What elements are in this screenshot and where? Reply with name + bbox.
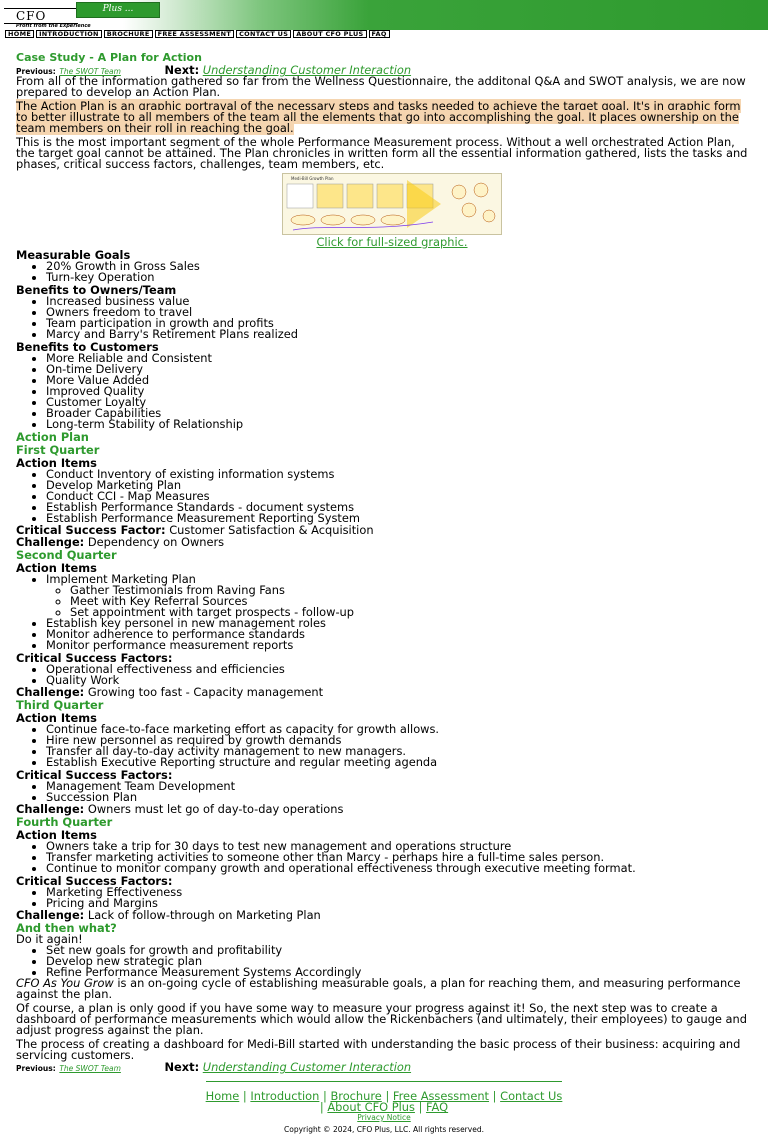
prev-link-bottom[interactable]: The SWOT Team: [59, 1064, 121, 1073]
then-what-intro: Do it again!: [16, 932, 83, 946]
q3-action-items-heading: Action Items: [16, 711, 97, 725]
cfo-grow-term: CFO As You Grow: [16, 976, 114, 990]
footer-link-home[interactable]: Home: [205, 1089, 240, 1103]
list-item: • Succession Plan: [46, 792, 752, 803]
measurable-goals-list: [16, 261, 752, 283]
logo-plus-text: Plus ...: [76, 2, 160, 18]
q2-action-items-heading: Action Items: [16, 561, 97, 575]
list-item: [46, 574, 752, 618]
q2-heading: Second Quarter: [16, 548, 117, 562]
next-link[interactable]: Understanding Customer Interaction: [202, 63, 412, 77]
q3-challenge-label: Challenge:: [16, 802, 85, 816]
q1-csf-value: Customer Satisfaction & Acquisition: [165, 523, 374, 537]
list-item: • Monitor performance measurement reports: [46, 640, 752, 651]
action-plan-heading: Action Plan: [16, 430, 89, 444]
growth-plan-thumbnail[interactable]: [282, 173, 502, 235]
list-item: • Owners freedom to travel: [46, 307, 752, 318]
list-item: • Monitor adherence to performance standards: [46, 629, 752, 640]
q3-challenge-value: Owners must let go of day-to-day operations: [84, 802, 344, 816]
q3-heading: Third Quarter: [16, 698, 104, 712]
q2-action-items-list: [16, 574, 752, 651]
next-label-bottom: Next:: [164, 1060, 200, 1074]
list-item: • Transfer marketing activities to someone other than Marcy - perhaps hire a full-time sales person.: [46, 852, 752, 863]
list-item: • Transfer all day-to-day activity management to new managers.: [46, 746, 752, 757]
segment-paragraph: This is the most important segment of the whole Performance Measurement process. Without a well orchestrated Action Plan, the target goal cannot be attained. The Plan chronicles in written form all the essential information gathered, lists the tasks and phases, critical success factors, challenges, team members, etc.: [16, 135, 748, 171]
list-item: • Establish key personel in new management roles: [46, 618, 752, 629]
list-item: • Marketing Effectiveness: [46, 887, 752, 898]
footer-link-brochure[interactable]: Brochure: [330, 1089, 382, 1103]
list-item: • Establish Performance Standards - document systems: [46, 502, 752, 513]
q2-item-first: Implement Marketing Plan: [46, 572, 196, 586]
list-item: • Turn-key Operation: [46, 272, 752, 283]
footer-link-faq[interactable]: FAQ: [426, 1100, 449, 1114]
benefits-customers-heading: Benefits to Customers: [16, 340, 159, 354]
site-header: [0, 0, 768, 30]
q4-action-items-list: [16, 841, 752, 874]
q3-challenge: [16, 804, 752, 815]
figure-title: Medi-Bill Growth Plan: [291, 176, 334, 181]
q4-challenge-label: Challenge:: [16, 908, 85, 922]
prev-link[interactable]: The SWOT Team: [59, 67, 121, 76]
list-item: • Continue face-to-face marketing effort as capacity for growth allows.: [46, 724, 752, 735]
cfo-grow-paragraph: [16, 978, 752, 1000]
action-plan-definition: is an graphic portrayal of the necessary steps and tasks needed to achieve the target goal. It's in graphic form to better illustrate to all members of the team all the elements that go into accomplishing the goal. It places ownership on the team members on their roll in reaching the goal.: [16, 99, 741, 135]
topnav-faq[interactable]: FAQ: [369, 30, 390, 38]
growth-plan-figure: [16, 173, 752, 248]
page-nav-bottom: [16, 1061, 752, 1073]
q1-csf-label: Critical Success Factor:: [16, 523, 166, 537]
list-item: • On-time Delivery: [46, 364, 752, 375]
list-item: • Improved Quality: [46, 386, 752, 397]
list-item: • Management Team Development: [46, 781, 752, 792]
q4-challenge: [16, 910, 752, 921]
topnav-introduction[interactable]: INTRODUCTION: [36, 30, 102, 38]
q4-heading: Fourth Quarter: [16, 815, 113, 829]
topnav-brochure[interactable]: BROCHURE: [104, 30, 153, 38]
site-logo[interactable]: [4, 2, 154, 24]
q1-heading: First Quarter: [16, 443, 100, 457]
q1-challenge: [16, 537, 752, 548]
footer-separator: |: [492, 1089, 497, 1103]
next-link-bottom[interactable]: Understanding Customer Interaction: [202, 1060, 412, 1074]
q2-challenge: [16, 687, 752, 698]
action-plan-term: The Action Plan: [16, 99, 105, 113]
list-item: • Long-term Stability of Relationship: [46, 419, 752, 430]
topnav-home[interactable]: HOME: [5, 30, 34, 38]
q3-csf-list: [16, 781, 752, 803]
list-item: • Refine Performance Measurement Systems Accordingly: [46, 967, 752, 978]
footer-separator: |: [385, 1089, 390, 1103]
list-item: • Establish Executive Reporting structure and regular meeting agenda: [46, 757, 752, 768]
list-item: • Develop new strategic plan: [46, 956, 752, 967]
cfo-grow-text: is an on-going cycle of establishing measurable goals, a plan for reaching them, and measuring performance against the plan.: [16, 976, 741, 1001]
prev-label-bottom: Previous:: [16, 1064, 56, 1073]
q2-challenge-value: Growing too fast - Capacity management: [84, 685, 324, 699]
footer-separator: |: [242, 1089, 247, 1103]
figure-caption-link[interactable]: Click for full-sized graphic.: [316, 235, 468, 249]
list-item: • Marcy and Barry's Retirement Plans realized: [46, 329, 752, 340]
q1-action-items-heading: Action Items: [16, 456, 97, 470]
footer-link-contact-us[interactable]: Contact Us: [500, 1089, 563, 1103]
privacy-link[interactable]: Privacy Notice: [357, 1113, 411, 1122]
list-item: • Conduct CCI - Map Measures: [46, 491, 752, 502]
tagline: Profit from the Experience: [16, 23, 91, 29]
footer-link-free-assessment[interactable]: Free Assessment: [392, 1089, 490, 1103]
prev-label: Previous:: [16, 67, 56, 76]
list-item: • Quality Work: [46, 675, 752, 686]
process-paragraph: The process of creating a dashboard for Medi-Bill started with understanding the basic process of their business: acquiring and servicing customers.: [16, 1037, 741, 1062]
footer-separator: |: [418, 1100, 423, 1114]
list-item: • Customer Loyalty: [46, 397, 752, 408]
then-what-list: [16, 945, 752, 978]
topnav-about[interactable]: ABOUT CFO PLUS: [293, 30, 366, 38]
intro-paragraph: From all of the information gathered so far from the Wellness Questionnaire, the additonal Q&A and SWOT analysis, we are now prepared to develop an Action Plan.: [16, 74, 746, 99]
then-what-heading: And then what?: [16, 921, 117, 935]
measurable-goals-heading: Measurable Goals: [16, 248, 131, 262]
q3-csf-heading: Critical Success Factors:: [16, 768, 173, 782]
list-item: • Team participation in growth and profits: [46, 318, 752, 329]
list-item: • Continue to monitor company growth and operational effectiveness through executive meeting format.: [46, 863, 752, 874]
list-item: • Operational effectiveness and efficiencies: [46, 664, 752, 675]
top-nav: [0, 30, 768, 38]
dashboard-paragraph: Of course, a plan is only good if you have some way to measure your progress against it! So, the next step was to create a dashboard of performance measurements which would allow the Rickenbachers (and ultimately, their employees) to gauge and adjust progress against the plan.: [16, 1001, 747, 1037]
q1-challenge-value: Dependency on Owners: [84, 535, 225, 549]
q4-action-items-heading: Action Items: [16, 828, 97, 842]
footer-nav: [16, 1091, 752, 1113]
list-item: • Conduct Inventory of existing information systems: [46, 469, 752, 480]
next-label: Next:: [164, 63, 200, 77]
topnav-free-assessment[interactable]: FREE ASSESSMENT: [155, 30, 234, 38]
q3-action-items-list: [16, 724, 752, 768]
q1-action-items-list: [16, 469, 752, 524]
q1-challenge-label: Challenge:: [16, 535, 85, 549]
q2-challenge-label: Challenge:: [16, 685, 85, 699]
topnav-contact-us[interactable]: CONTACT US: [236, 30, 291, 38]
footer-divider: [206, 1081, 562, 1082]
copyright: Copyright © 2024, CFO Plus, LLC. All rights reserved.: [284, 1125, 484, 1134]
page-title: Case Study - A Plan for Action: [16, 51, 202, 64]
main-content: [0, 38, 768, 1135]
q2-csf-list: [16, 664, 752, 686]
list-item: • Increased business value: [46, 296, 752, 307]
list-item: ◦ Meet with Key Referral Sources: [70, 596, 752, 607]
footer-link-introduction[interactable]: Introduction: [250, 1089, 320, 1103]
action-plan-paragraph: [16, 101, 752, 134]
footer-separator: |: [322, 1089, 327, 1103]
list-item: • More Reliable and Consistent: [46, 353, 752, 364]
list-item: • Hire new personnel as required by growth demands: [46, 735, 752, 746]
q2-sublist: [46, 585, 752, 618]
list-item: • Establish Performance Measurement Reporting System: [46, 513, 752, 524]
list-item: • More Value Added: [46, 375, 752, 386]
list-item: • Owners take a trip for 30 days to test new management and operations structure: [46, 841, 752, 852]
list-item: • Pricing and Margins: [46, 898, 752, 909]
list-item: • Set new goals for growth and profitability: [46, 945, 752, 956]
list-item: ◦ Set appointment with target prospects - follow-up: [70, 607, 752, 618]
q2-csf-heading: Critical Success Factors:: [16, 651, 173, 665]
footer-link-about[interactable]: About CFO Plus: [327, 1100, 415, 1114]
q4-csf-list: [16, 887, 752, 909]
logo-cfo-text: CFO: [4, 8, 78, 24]
q4-challenge-value: Lack of follow-through on Marketing Plan: [84, 908, 321, 922]
list-item: • 20% Growth in Gross Sales: [46, 261, 752, 272]
list-item: • Develop Marketing Plan: [46, 480, 752, 491]
q4-csf-heading: Critical Success Factors:: [16, 874, 173, 888]
list-item: • Broader Capabilities: [46, 408, 752, 419]
growth-plan-graphic: [283, 174, 501, 234]
benefits-owners-list: [16, 296, 752, 340]
footer-separator: |: [319, 1100, 324, 1114]
list-item: ◦ Gather Testimonials from Raving Fans: [70, 585, 752, 596]
benefits-customers-list: [16, 353, 752, 430]
benefits-owners-heading: Benefits to Owners/Team: [16, 283, 177, 297]
